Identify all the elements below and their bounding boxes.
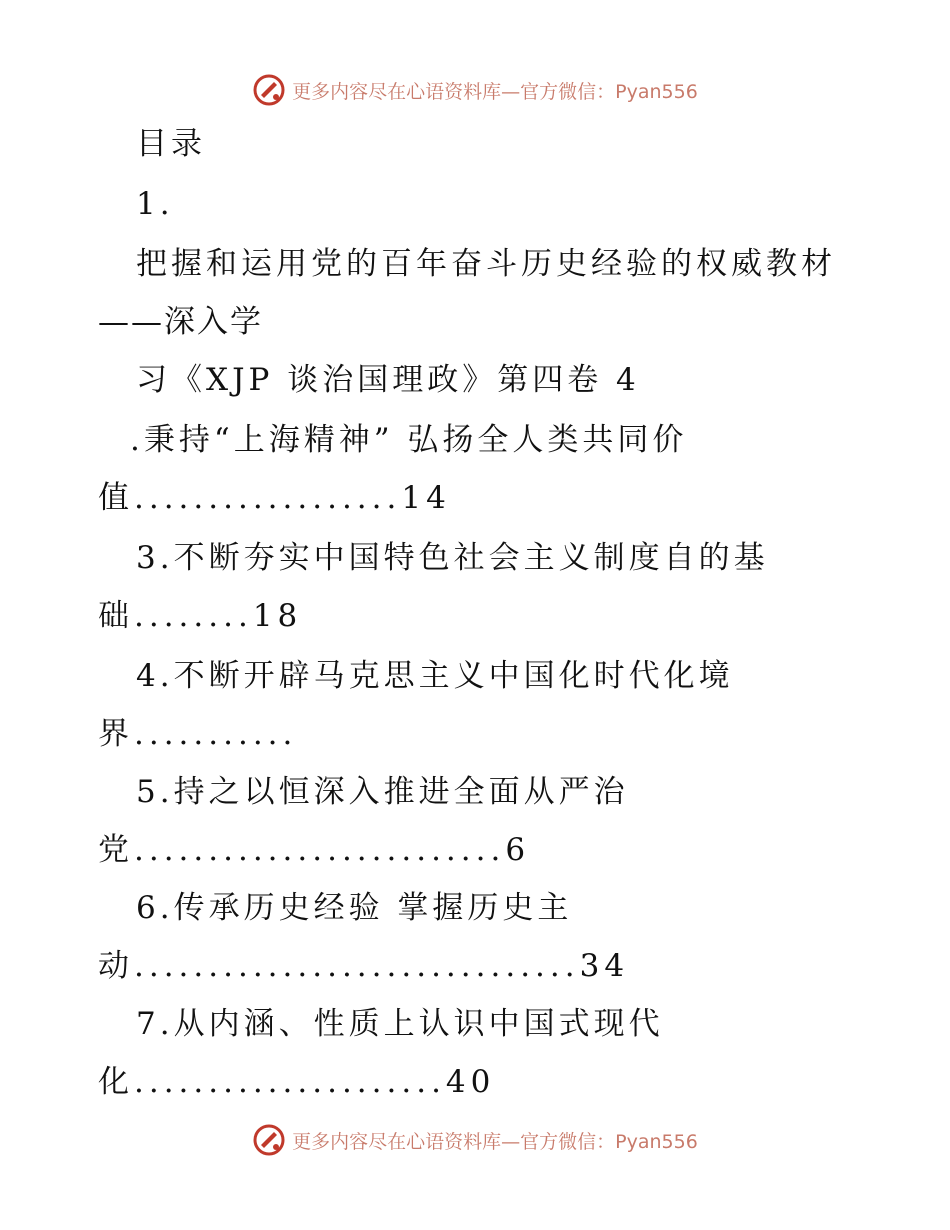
banner-text: 更多内容尽在心语资料库—官方微信：Pyan556 xyxy=(292,1130,698,1153)
toc-line-6: 值..................14 xyxy=(98,480,451,516)
toc-line-2: 把握和运用党的百年奋斗历史经验的权威教材 xyxy=(136,246,836,282)
banner-text: 更多内容尽在心语资料库—官方微信：Pyan556 xyxy=(292,80,698,103)
footer-watermark-banner xyxy=(0,1118,950,1162)
toc-line-5: .秉持“上海精神” 弘扬全人类共同价 xyxy=(130,422,688,458)
toc-line-16: 化.....................40 xyxy=(98,1064,496,1100)
toc-line-8: 础........18 xyxy=(98,598,303,634)
toc-line-13: 6.传承历史经验 掌握历史主 xyxy=(136,890,573,926)
toc-line-15: 7.从内涵、性质上认识中国式现代 xyxy=(136,1006,664,1042)
toc-heading: 目录 xyxy=(136,126,206,162)
brand-logo-icon xyxy=(252,73,286,107)
toc-line-14: 动..............................34 xyxy=(98,948,630,984)
toc-line-1: 1. xyxy=(136,186,174,222)
toc-line-4: 习《XJP 谈治国理政》第四卷 4 xyxy=(136,362,640,398)
toc-line-3: ——深入学 xyxy=(98,304,263,340)
toc-line-11: 5.持之以恒深入推进全面从严治 xyxy=(136,774,629,810)
wechat-id: Pyan556 xyxy=(615,80,698,103)
wechat-id: Pyan556 xyxy=(615,1130,698,1153)
brand-logo-icon xyxy=(252,1123,286,1157)
header-watermark-banner xyxy=(0,68,950,112)
toc-line-10: 界........... xyxy=(98,716,298,752)
toc-line-7: 3.不断夯实中国特色社会主义制度自的基 xyxy=(136,540,769,576)
toc-line-9: 4.不断开辟马克思主义中国化时代化境 xyxy=(136,658,734,694)
toc-line-12: 党.........................6 xyxy=(98,832,531,868)
